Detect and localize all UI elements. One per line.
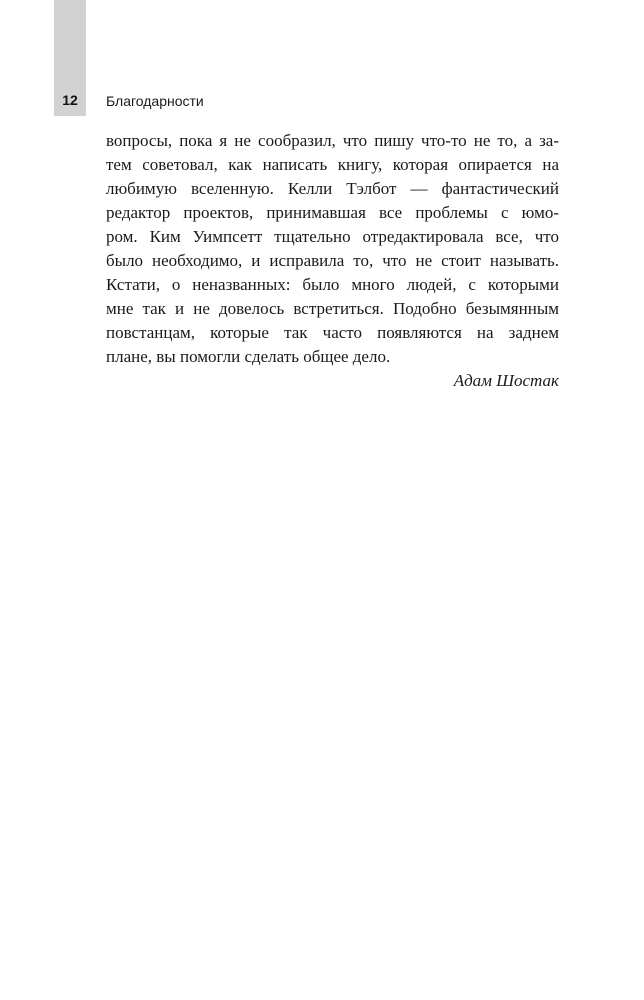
text-line: мне так и не довелось встретиться. Подобно безымянным: [106, 299, 559, 318]
body-paragraph: [106, 129, 559, 393]
running-title: Благодарности: [106, 93, 204, 109]
author-signature: Адам Шостак: [453, 371, 559, 390]
text-line: ром. Ким Уимпсетт тщательно отредактировала все, что: [106, 227, 559, 246]
text-line: вопросы, пока я не сообразил, что пишу что-то не то, а за-: [106, 131, 559, 150]
text-line: тем советовал, как написать книгу, которая опирается на: [106, 155, 559, 174]
text-line: Кстати, о неназванных: было много людей, с которыми: [106, 275, 559, 294]
text-line: было необходимо, и исправила то, что не стоит называть.: [106, 251, 559, 270]
text-line: редактор проектов, принимавшая все проблемы с юмо-: [106, 203, 559, 222]
text-line: повстанцам, которые так часто появляются на заднем: [106, 323, 559, 342]
page-number: 12: [62, 92, 78, 108]
text-line: плане, вы помогли сделать общее дело.: [106, 347, 391, 366]
text-line: любимую вселенную. Келли Тэлбот — фантастический: [106, 179, 559, 198]
